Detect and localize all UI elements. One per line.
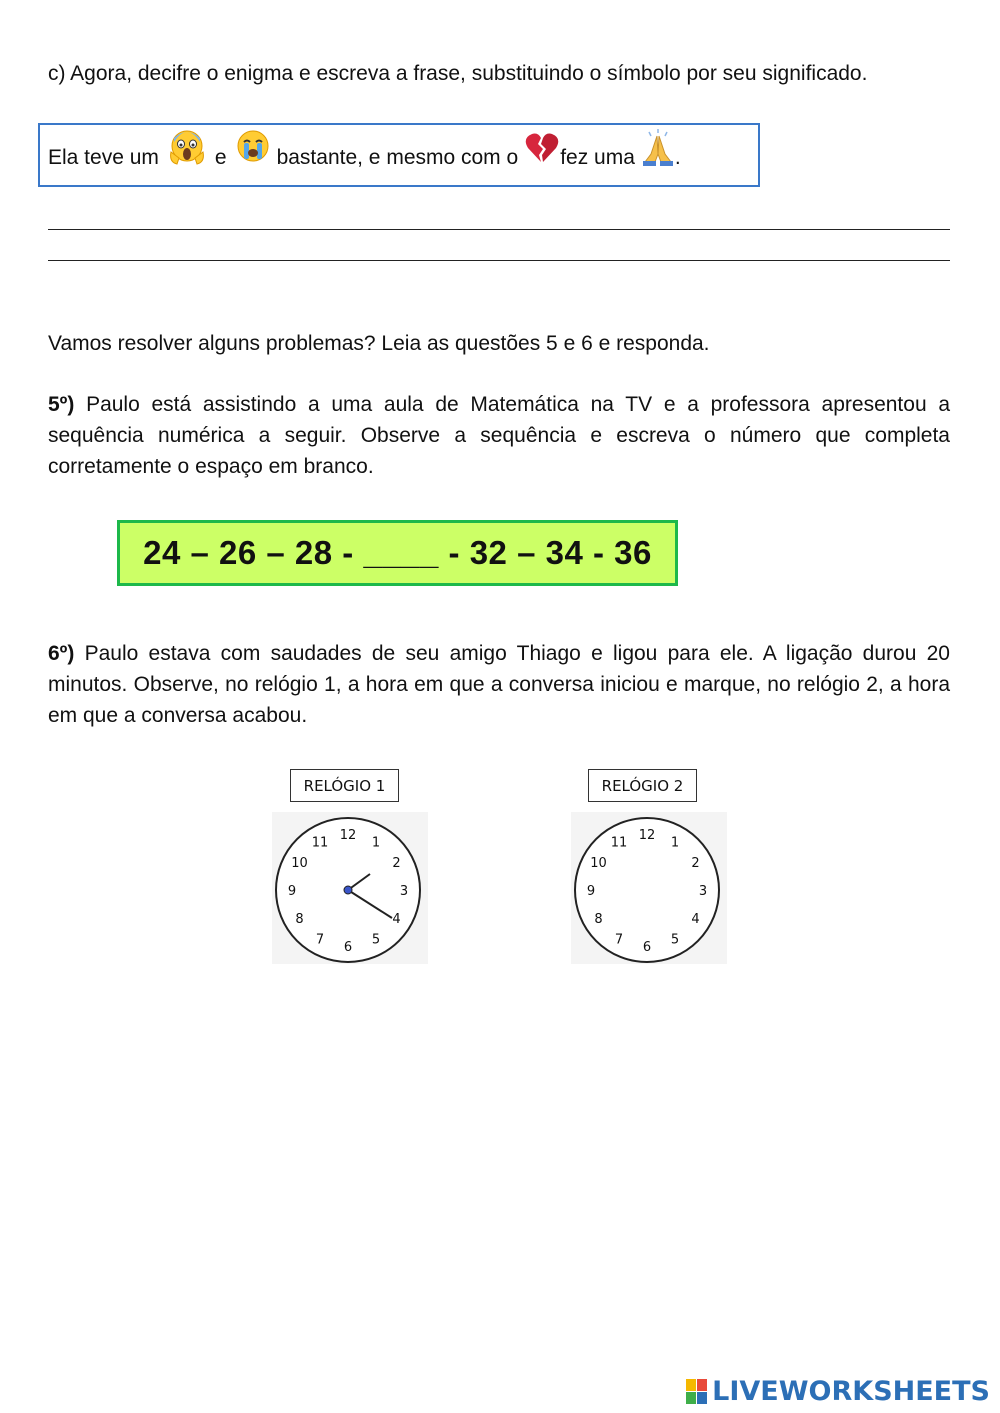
- praying-hands-icon: [641, 128, 675, 170]
- sequence-box: [117, 520, 678, 586]
- clock-2-numeral: 1: [670, 835, 680, 851]
- clock-1-numeral: 4: [392, 912, 401, 927]
- clock-1-numeral: 8: [295, 912, 304, 927]
- clock-2-numeral: 3: [698, 884, 708, 899]
- clock-1-numeral: 11: [311, 835, 329, 851]
- clock-2-numeral: 12: [638, 828, 656, 843]
- enigma-sentence: [48, 128, 681, 170]
- clock-1-numeral: 9: [287, 884, 297, 899]
- clock-1-numeral: 7: [315, 932, 325, 948]
- clock-1-numeral: 6: [343, 940, 353, 955]
- clock-2[interactable]: [571, 812, 727, 964]
- clock-2-numeral: 8: [594, 912, 603, 927]
- clock-2-numeral: 2: [691, 856, 700, 871]
- clock-1-label-text: RELÓGIO 1: [303, 776, 386, 795]
- item-c-text: c) Agora, decifre o enigma e escreva a frase, substituindo o símbolo por seu significado.: [48, 62, 868, 85]
- liveworksheets-logo: [686, 1376, 990, 1407]
- enigma-part-5: .: [674, 146, 681, 169]
- clock-1-numeral: 2: [392, 856, 401, 871]
- question-6: [48, 638, 950, 731]
- enigma-part-1: Ela teve um: [48, 146, 159, 169]
- clock-1-numeral: 5: [371, 932, 381, 948]
- question-5: [48, 389, 950, 482]
- question-5-text: Paulo está assistindo a uma aula de Matemática na TV e a professora apresentou a sequência numérica a seguir. Observe a sequência e escreva o número que completa corretamente o espaço em branco.: [48, 393, 951, 478]
- clock-1: [272, 812, 428, 964]
- clock-1-numeral: 12: [339, 828, 357, 843]
- clock-2-numeral: 6: [642, 940, 652, 955]
- clock-2-numeral: 7: [614, 932, 624, 948]
- enigma-part-3: bastante, e mesmo com o: [276, 146, 519, 169]
- enigma-part-4: fez uma: [560, 146, 635, 169]
- liveworksheets-logo-icon: [686, 1379, 708, 1405]
- clock-1-numeral: 3: [399, 884, 409, 899]
- broken-heart-icon: [524, 128, 560, 170]
- clock-2-numeral: 5: [670, 932, 680, 948]
- clock-2-numeral: 9: [586, 884, 596, 899]
- clock-1-numeral: 10: [291, 856, 308, 871]
- question-6-number: 6º): [48, 642, 75, 665]
- clock-2-numeral: 4: [691, 912, 700, 927]
- liveworksheets-logo-text: LIVEWORKSHEETS: [712, 1376, 990, 1407]
- clock-2-label: [588, 769, 697, 802]
- problems-intro: Vamos resolver alguns problemas? Leia as questões 5 e 6 e responda.: [48, 332, 710, 355]
- clock-1-numeral: 1: [371, 835, 381, 851]
- answer-line-1[interactable]: [48, 229, 950, 230]
- clock-2-numeral: 11: [610, 835, 628, 851]
- clock-2-numeral: 10: [590, 856, 607, 871]
- clock-1-label: [290, 769, 399, 802]
- answer-line-2[interactable]: [48, 260, 950, 261]
- enigma-part-2: e: [214, 146, 227, 169]
- scream-emoji-icon: [169, 128, 205, 170]
- sequence-text: 24 – 26 – 28 - ____ - 32 – 34 - 36: [143, 534, 652, 571]
- question-5-number: 5º): [48, 393, 75, 416]
- crying-emoji-icon: [235, 128, 271, 170]
- clock-2-label-text: RELÓGIO 2: [601, 776, 684, 795]
- question-6-text: Paulo estava com saudades de seu amigo Thiago e ligou para ele. A ligação durou 20 minutos. Observe, no relógio 1, a hora em que a conversa iniciou e marque, no relógio 2, a hora em que a conversa acabou.: [48, 642, 950, 727]
- clock-1-center-dot: [344, 886, 352, 894]
